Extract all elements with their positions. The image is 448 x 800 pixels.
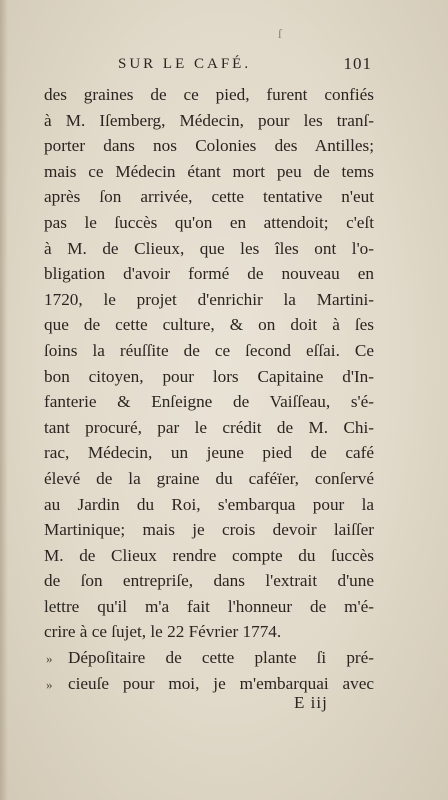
text-line: après ſon arrivée, cette tentative n'eut: [44, 187, 374, 207]
quote-line: [44, 645, 374, 671]
text-line: tant procuré, par le crédit de M. Chi-: [44, 417, 374, 437]
text-line: que de cette culture, & on doit à ſes: [44, 315, 374, 335]
text-line: bligation d'avoir formé de nouveau en: [44, 264, 374, 284]
text-line: de ſon entrepriſe, dans l'extrait d'une: [44, 571, 374, 591]
text-line: à M. de Clieux, que les îles ont l'o-: [44, 238, 374, 258]
text-line: pas le ſuccès qu'on en attendoit; c'eſt: [44, 212, 374, 232]
quotation-mark: »: [46, 676, 53, 692]
text-line: M. de Clieux rendre compte du ſuccès: [44, 545, 374, 565]
text-line: porter dans nos Colonies des Antilles;: [44, 136, 374, 156]
running-head: SUR LE CAFÉ.: [118, 56, 252, 72]
text-line: à M. Iſemberg, Médecin, pour les tranſ-: [44, 110, 374, 130]
text-line: 1720, le projet d'enrichir la Martini-: [44, 289, 374, 309]
text-line: rac, Médecin, un jeune pied de café: [44, 443, 374, 463]
text-line: lettre qu'il m'a fait l'honneur de m'é-: [44, 596, 374, 616]
text-line: Martinique; mais je crois devoir laiſſer: [44, 520, 374, 540]
body-text: [44, 82, 374, 696]
text-line: des graines de ce pied, furent confiés: [44, 85, 374, 104]
text-line: au Jardin du Roi, s'embarqua pour la: [44, 494, 374, 514]
text-line: élevé de la graine du caféïer, conſervé: [44, 468, 374, 488]
page-gutter-shadow: [0, 0, 8, 800]
quotation-mark: »: [46, 651, 53, 667]
text-line: fanterie & Enſeigne de Vaiſſeau, s'é-: [44, 392, 374, 412]
quote-text: Dépoſitaire de cette plante ſi pré-: [68, 648, 374, 668]
text-line: bon citoyen, pour lors Capitaine d'In-: [44, 366, 374, 386]
quote-text: cieuſe pour moi, je m'embarquai avec: [68, 673, 374, 693]
printer-mark: ſ: [278, 26, 282, 41]
text-line: ſoins la réuſſite de ce ſecond eſſai. Ce: [44, 340, 374, 360]
page-number: 101: [343, 54, 372, 73]
text-line: mais ce Médecin étant mort peu de tems: [44, 161, 374, 181]
page-header: [110, 54, 372, 80]
signature-mark: E iij: [294, 693, 328, 712]
text-line: crire à ce ſujet, le 22 Février 1774.: [44, 622, 282, 642]
